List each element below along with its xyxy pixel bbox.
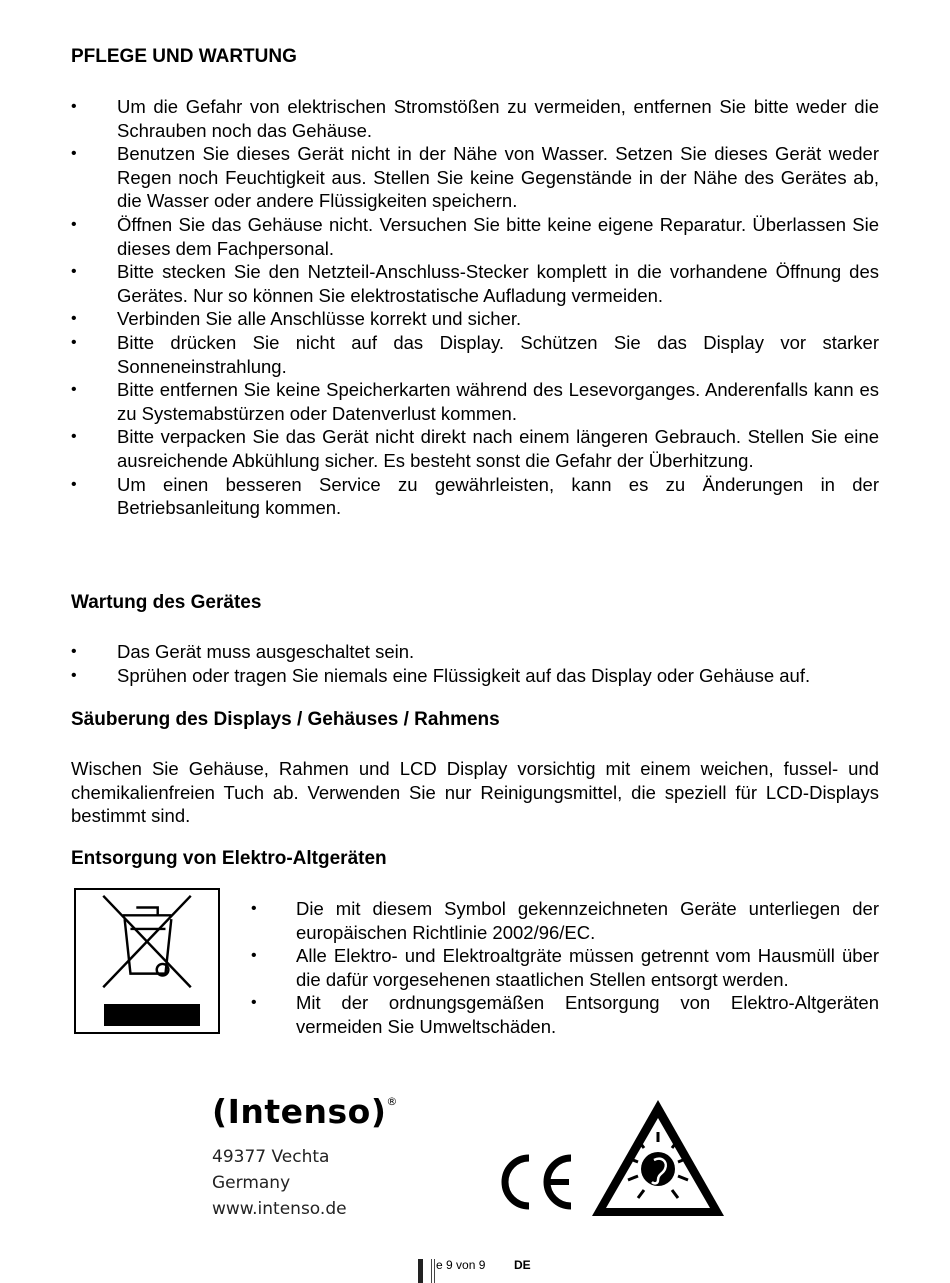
list-item: • Um einen besseren Service zu gewährleisten, kann es zu Änderungen in der Betriebsanleitung kommen. (71, 473, 879, 520)
footer-mark (434, 1259, 435, 1283)
list-item: • Bitte entfernen Sie keine Speicherkarten während des Lesevorganges. Anderenfalls kann es zu Systemabstürzen oder Datenverlust kommen. (71, 378, 879, 425)
list-item: • Bitte verpacken Sie das Gerät nicht direkt nach einem längeren Gebrauch. Stellen Sie eine ausreichende Abkühlung sicher. Es besteht sonst die Gefahr der Überhitzung. (71, 425, 879, 472)
crossed-out-wheelie-bin-icon (74, 888, 220, 1034)
footer-mark (418, 1259, 423, 1283)
list-item: • Bitte stecken Sie den Netzteil-Anschluss-Stecker komplett in die vorhandene Öffnung des Gerätes. Nur so können Sie elektrostatische Aufladung vermeiden. (71, 260, 879, 307)
ce-mark-icon (495, 1150, 575, 1214)
list-item: • Sprühen oder tragen Sie niemals eine Flüssigkeit auf das Display oder Gehäuse auf. (71, 664, 879, 688)
wartung-list (71, 640, 879, 687)
address-line-city: 49377 Vechta (212, 1147, 330, 1167)
list-item: • Bitte drücken Sie nicht auf das Display. Schützen Sie das Display vor starker Sonneneinstrahlung. (71, 331, 879, 378)
list-item: • Alle Elektro- und Elektroaltgräte müssen getrennt vom Hausmüll über die dafür vorgesehenen staatlichen Stellen entsorgt werden. (251, 944, 879, 991)
footer-mark (431, 1259, 432, 1283)
pflege-list (71, 95, 879, 520)
intenso-logo: (Intenso)® (212, 1092, 398, 1131)
section-title-disposal: Entsorgung von Elektro-Altgeräten (71, 848, 387, 869)
language-code: DE (514, 1258, 531, 1272)
disposal-list (251, 897, 879, 1039)
list-item: • Öffnen Sie das Gehäuse nicht. Versuchen Sie bitte keine eigene Reparatur. Überlassen Sie dieses dem Fachpersonal. (71, 213, 879, 260)
weee-bar (104, 1004, 200, 1026)
page-number: e 9 von 9 (436, 1258, 486, 1272)
website-text: www.intenso.de (212, 1199, 347, 1219)
cleaning-text: Wischen Sie Gehäuse, Rahmen und LCD Display vorsichtig mit einem weichen, fussel- und chemikalienfreien Tuch ab. Verwenden Sie nur Reinigungsmittel, die speziell für LCD-Displays bestimmt sind. (71, 758, 879, 826)
list-item: • Benutzen Sie dieses Gerät nicht in der Nähe von Wasser. Setzen Sie dieses Gerät weder Regen noch Feuchtigkeit aus. Stellen Sie keine Gegenstände in der Nähe des Gerätes ab, die Wasser oder andere Flüssigkeiten speichern. (71, 142, 879, 213)
list-item: • Um die Gefahr von elektrischen Stromstößen zu vermeiden, entfernen Sie bitte weder die Schrauben noch das Gehäuse. (71, 95, 879, 142)
hearing-damage-warning-icon (588, 1096, 728, 1220)
section-title-cleaning: Säuberung des Displays / Gehäuses / Rahmens (71, 709, 500, 730)
list-item: • Die mit diesem Symbol gekennzeichneten Geräte unterliegen der europäischen Richtlinie 2002/96/EC. (251, 897, 879, 944)
section-title-pflege: PFLEGE UND WARTUNG (71, 46, 297, 67)
section-title-wartung: Wartung des Gerätes (71, 592, 262, 613)
address-line-country: Germany (212, 1173, 291, 1193)
list-item: • Mit der ordnungsgemäßen Entsorgung von Elektro-Altgeräten vermeiden Sie Umweltschäden. (251, 991, 879, 1038)
list-item: • Verbinden Sie alle Anschlüsse korrekt und sicher. (71, 307, 879, 331)
list-item: • Das Gerät muss ausgeschaltet sein. (71, 640, 879, 664)
